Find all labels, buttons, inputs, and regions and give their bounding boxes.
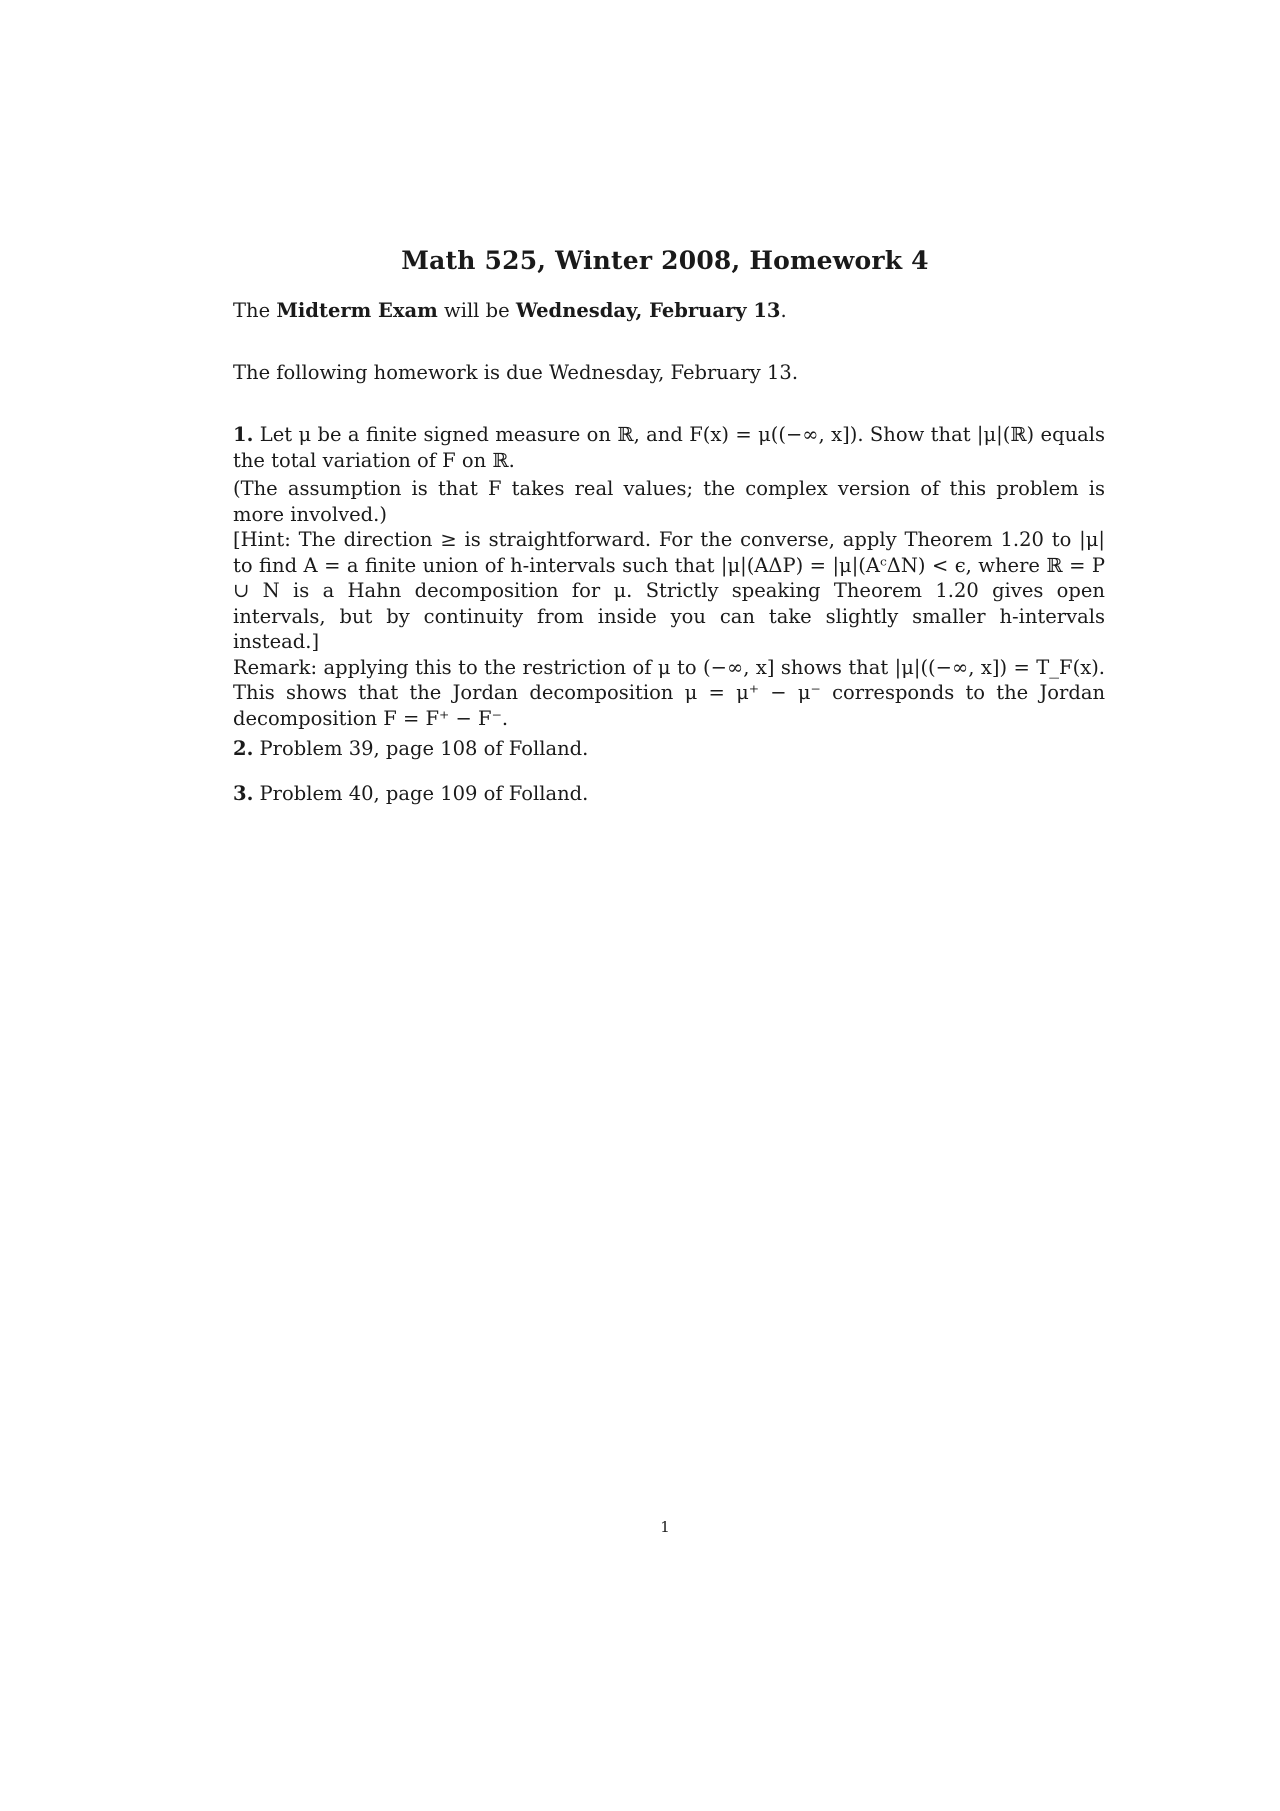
problem-2 xyxy=(233,736,1105,762)
page-title: Math 525, Winter 2008, Homework 4 xyxy=(401,246,929,275)
problem-1-assumption: (The assumption is that F takes real values; the complex version of this problem is more involved.) xyxy=(233,477,1105,526)
due-line-text: The following homework is due Wednesday, February 13. xyxy=(233,361,799,384)
midterm-pre: The xyxy=(233,299,277,322)
midterm-exam-label: Midterm Exam xyxy=(276,299,438,322)
page-number: 1 xyxy=(660,1518,670,1536)
problem-3-number: 3. xyxy=(233,782,254,805)
problem-1-statement: Let μ be a finite signed measure on ℝ, and F(x) = μ((−∞, x]). Show that |μ|(ℝ) equals the total variation of F on ℝ. xyxy=(233,423,1105,472)
problem-3 xyxy=(233,781,1105,807)
midterm-date: Wednesday, February 13 xyxy=(515,299,781,322)
midterm-mid: will be xyxy=(437,299,516,322)
problem-2-number: 2. xyxy=(233,737,254,760)
problem-3-statement: Problem 40, page 109 of Folland. xyxy=(253,782,589,805)
problem-2-statement: Problem 39, page 108 of Folland. xyxy=(253,737,589,760)
problem-1 xyxy=(233,422,1105,731)
due-line xyxy=(233,360,1105,386)
problem-1-remark: Remark: applying this to the restriction of μ to (−∞, x] shows that |μ|((−∞, x]) = T_F(x). This shows that the Jordan decomposition μ = μ⁺ − μ⁻ corresponds to the Jordan decomposition F = F⁺ − F⁻. xyxy=(233,655,1105,730)
problem-1-hint: [Hint: The direction ≥ is straightforward. For the converse, apply Theorem 1.20 to |μ| to find A = a finite union of h-intervals such that |μ|(AΔP) = |μ|(AᶜΔN) < ϵ, where ℝ = P ∪ N is a Hahn decomposition for μ. Strictly speaking Theorem 1.20 gives open intervals, but by continuity from inside you can take slightly smaller h-intervals instead.] xyxy=(233,528,1105,653)
midterm-notice xyxy=(233,298,1105,324)
problem-1-number: 1. xyxy=(233,423,254,446)
midterm-post: . xyxy=(780,299,787,322)
